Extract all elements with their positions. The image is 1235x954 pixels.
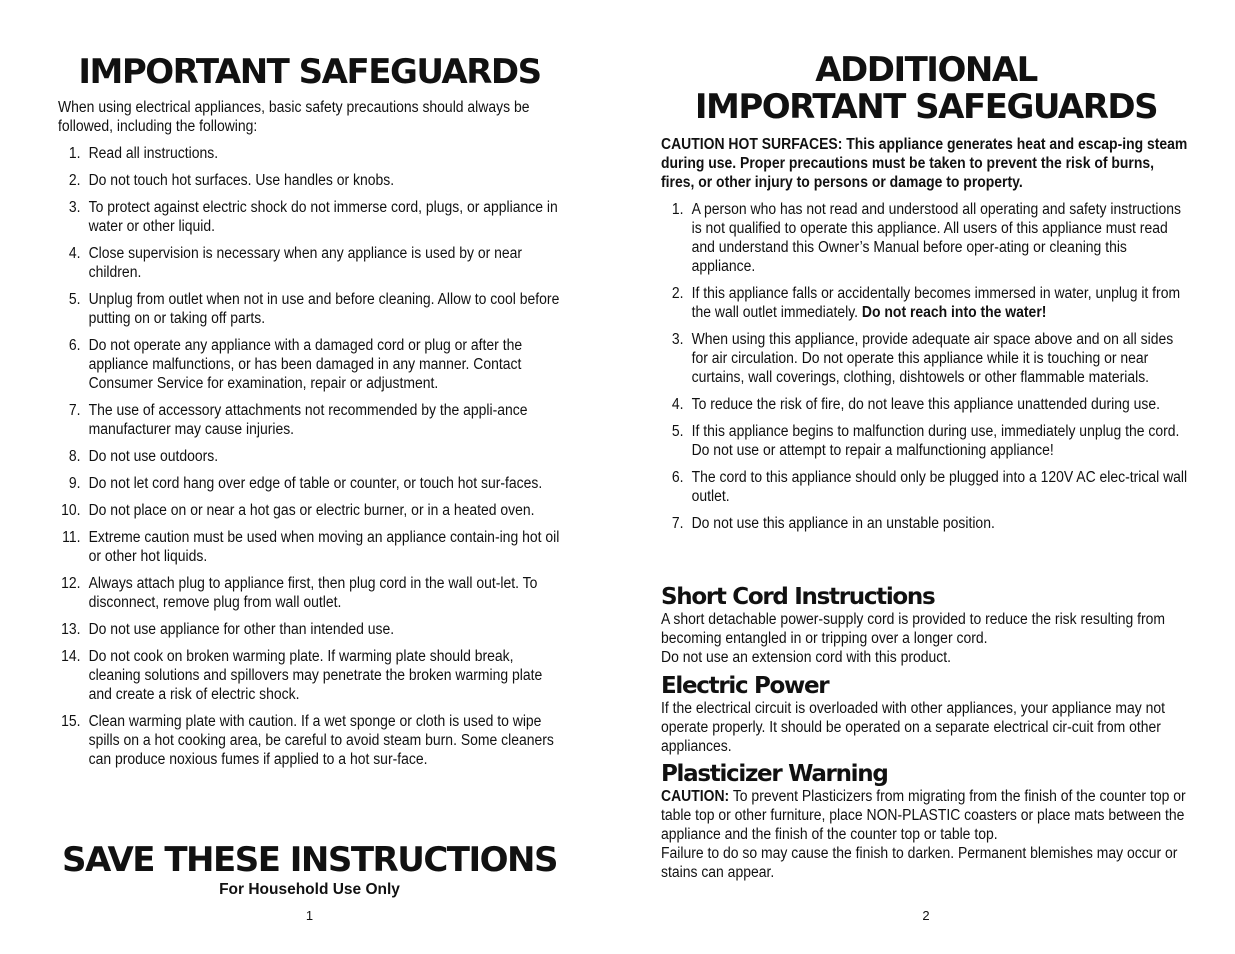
short-cord-section <box>661 584 1191 667</box>
electric-power-section <box>661 673 1191 756</box>
list-item <box>58 336 560 393</box>
plasticizer-text-2: Failure to do so may cause the finish to darken. Permanent blemishes may occur or stains can appear. <box>661 845 1178 881</box>
item-text-body: If this appliance begins to malfunction during use, immediately unplug the cord. Do not use or attempt to repair a malfunctioning appliance! <box>691 423 1180 459</box>
list-item <box>661 514 1190 533</box>
item-text <box>89 647 561 704</box>
list-item <box>661 422 1190 460</box>
short-cord-title: Short Cord Instructions <box>661 584 935 610</box>
item-number: 3. <box>68 199 81 216</box>
item-text-body: Always attach plug to appliance first, then plug cord in the wall out-let. To disconnect, remove plug from wall outlet. <box>88 575 538 611</box>
additional-safeguards-list <box>661 200 1190 541</box>
item-text <box>89 501 561 520</box>
item-text <box>692 200 1191 276</box>
left-page-title: IMPORTANT SAFEGUARDS <box>78 52 541 92</box>
item-text <box>89 401 561 439</box>
item-text <box>89 171 561 190</box>
item-text-body: When using this appliance, provide adequate air space above and on all sides for air circulation. Do not operate this appliance while it is touching or near curtains, wall coverings, clothing, dishtowels or other flammable materials. <box>691 331 1174 386</box>
plasticizer-body: To prevent Plasticizers from migrating from the finish of the counter top or table top or other furniture, place NON-PLASTIC coasters or place mats between the appliance and the finish of the counter top or table top. <box>661 788 1186 843</box>
item-number: 5. <box>671 423 684 440</box>
item-text <box>89 574 561 612</box>
title-line-2: IMPORTANT SAFEGUARDS <box>694 87 1158 127</box>
item-text-body: Read all instructions. <box>88 145 219 162</box>
item-number: 6. <box>68 337 81 354</box>
item-text-body: Do not use this appliance in an unstable position. <box>691 515 995 532</box>
item-text <box>692 468 1191 506</box>
list-item <box>661 284 1190 322</box>
list-item <box>58 712 560 769</box>
item-text-body: Unplug from outlet when not in use and before cleaning. Allow to cool before putting on or taking off parts. <box>88 291 560 327</box>
item-number: 7. <box>68 402 81 419</box>
item-text-body: Extreme caution must be used when moving an appliance contain-ing hot oil or other hot liquids. <box>88 529 560 565</box>
list-item <box>58 647 560 704</box>
item-number: 15. <box>61 713 81 730</box>
safeguards-list <box>58 144 560 777</box>
list-item <box>661 395 1190 414</box>
item-number: 11. <box>62 529 81 546</box>
additional-safeguards-items <box>661 200 1190 533</box>
item-number: 1. <box>671 201 684 218</box>
item-text-body: Do not use outdoors. <box>88 448 219 465</box>
list-item <box>58 620 560 639</box>
item-number: 4. <box>671 396 684 413</box>
item-text-body: The use of accessory attachments not recommended by the appli-ance manufacturer may cause injuries. <box>88 402 528 438</box>
item-text <box>89 712 561 769</box>
list-item <box>661 200 1190 276</box>
item-number: 4. <box>68 245 81 262</box>
electric-power-text: If the electrical circuit is overloaded with other appliances, your appliance may not operate properly. It should be operated on a separate electrical cir-cuit from other appliances. <box>661 700 1166 755</box>
item-text <box>692 514 1191 533</box>
list-item <box>58 574 560 612</box>
item-number: 14. <box>61 648 81 665</box>
item-text-body: The cord to this appliance should only be plugged into a 120V AC elec-trical wall outlet. <box>691 469 1188 505</box>
electric-power-title: Electric Power <box>661 673 829 699</box>
right-page <box>661 0 1191 954</box>
item-number: 10. <box>61 502 81 519</box>
item-number: 7. <box>671 515 684 532</box>
item-text-body: Clean warming plate with caution. If a wet sponge or cloth is used to wipe spills on a hot cooking area, be careful to avoid steam burn. Some cleaners can produce noxious fumes if applied to a hot sur-face. <box>88 713 554 768</box>
item-text-body: Close supervision is necessary when any appliance is used by or near children. <box>88 245 523 281</box>
safeguards-items <box>58 144 560 769</box>
list-item <box>58 401 560 439</box>
item-text-body: Do not touch hot surfaces. Use handles or knobs. <box>88 172 395 189</box>
left-page <box>58 0 561 954</box>
item-number: 5. <box>68 291 81 308</box>
item-number: 3. <box>671 331 684 348</box>
item-text <box>89 336 561 393</box>
page-number: 1 <box>305 908 314 923</box>
list-item <box>58 474 560 493</box>
item-text <box>89 528 561 566</box>
item-text-body: To reduce the risk of fire, do not leave this appliance unattended during use. <box>691 396 1161 413</box>
item-text <box>89 198 561 236</box>
plasticizer-caution-label: CAUTION: <box>661 788 730 805</box>
item-text-body: A person who has not read and understood all operating and safety instructions is not qualified to operate this appliance. All users of this appliance must read and understand this Owner’s Manual before oper-ating or cleaning this appliance. <box>691 201 1181 275</box>
plasticizer-section <box>661 761 1191 882</box>
list-item <box>58 290 560 328</box>
item-number: 12. <box>61 575 81 592</box>
item-text <box>89 447 561 466</box>
item-number: 9. <box>68 475 81 492</box>
item-number: 2. <box>68 172 81 189</box>
item-number: 1. <box>68 145 81 162</box>
item-number: 13. <box>61 621 81 638</box>
list-item <box>58 198 560 236</box>
page-number: 2 <box>922 908 930 923</box>
title-line-1: ADDITIONAL <box>815 50 1037 90</box>
item-text <box>692 395 1191 414</box>
save-instructions-heading: SAVE THESE INSTRUCTIONS <box>61 840 557 880</box>
household-use-note: For Household Use Only <box>219 881 400 898</box>
item-text <box>89 144 561 163</box>
item-text <box>692 422 1191 460</box>
item-text <box>692 330 1191 387</box>
short-cord-text: A short detachable power-supply cord is provided to reduce the risk resulting from becoming entangled in or tripping over a longer cord. <box>661 611 1166 647</box>
item-text-body: Do not let cord hang over edge of table or counter, or touch hot sur-faces. <box>88 475 543 492</box>
item-number: 8. <box>68 448 81 465</box>
caution-hot-surfaces: CAUTION HOT SURFACES: This appliance generates heat and escap-ing steam during use. Proper precautions must be taken to prevent the risk of burns, fires, or other injury to persons or damage to property. <box>661 136 1188 191</box>
item-text <box>89 474 561 493</box>
item-number: 2. <box>671 285 684 302</box>
item-text-body: Do not use appliance for other than intended use. <box>88 621 395 638</box>
list-item <box>58 528 560 566</box>
item-text-body: To protect against electric shock do not immerse cord, plugs, or appliance in water or other liquid. <box>88 199 558 235</box>
item-text-body: Do not cook on broken warming plate. If warming plate should break, cleaning solutions and spillovers may penetrate the broken warming plate and create a risk of electric shock. <box>88 648 543 703</box>
list-item <box>58 447 560 466</box>
item-text <box>692 284 1191 322</box>
list-item <box>58 501 560 520</box>
item-text-body: Do not operate any appliance with a damaged cord or plug or after the appliance malfunctions, or has been damaged in any manner. Contact Consumer Service for examination, repair or adjustment. <box>88 337 523 392</box>
list-item <box>58 244 560 282</box>
item-text <box>89 244 561 282</box>
right-page-title <box>661 52 1191 126</box>
item-text-body: Do not place on or near a hot gas or electric burner, or in a heated oven. <box>88 502 535 519</box>
item-text <box>89 290 561 328</box>
intro-text: When using electrical appliances, basic safety precautions should always be followed, including the following: <box>58 99 530 135</box>
list-item <box>58 171 560 190</box>
item-text <box>89 620 561 639</box>
plasticizer-text <box>661 787 1190 844</box>
short-cord-text-2: Do not use an extension cord with this product. <box>661 649 952 666</box>
item-number: 6. <box>671 469 684 486</box>
list-item <box>58 144 560 163</box>
list-item <box>661 468 1190 506</box>
list-item <box>661 330 1190 387</box>
item-text-body: If this appliance falls or accidentally becomes immersed in water, unplug it from the wall outlet immediately. <box>691 285 1181 321</box>
plasticizer-title: Plasticizer Warning <box>661 761 888 787</box>
item-text-emphasis: Do not reach into the water! <box>861 304 1047 321</box>
